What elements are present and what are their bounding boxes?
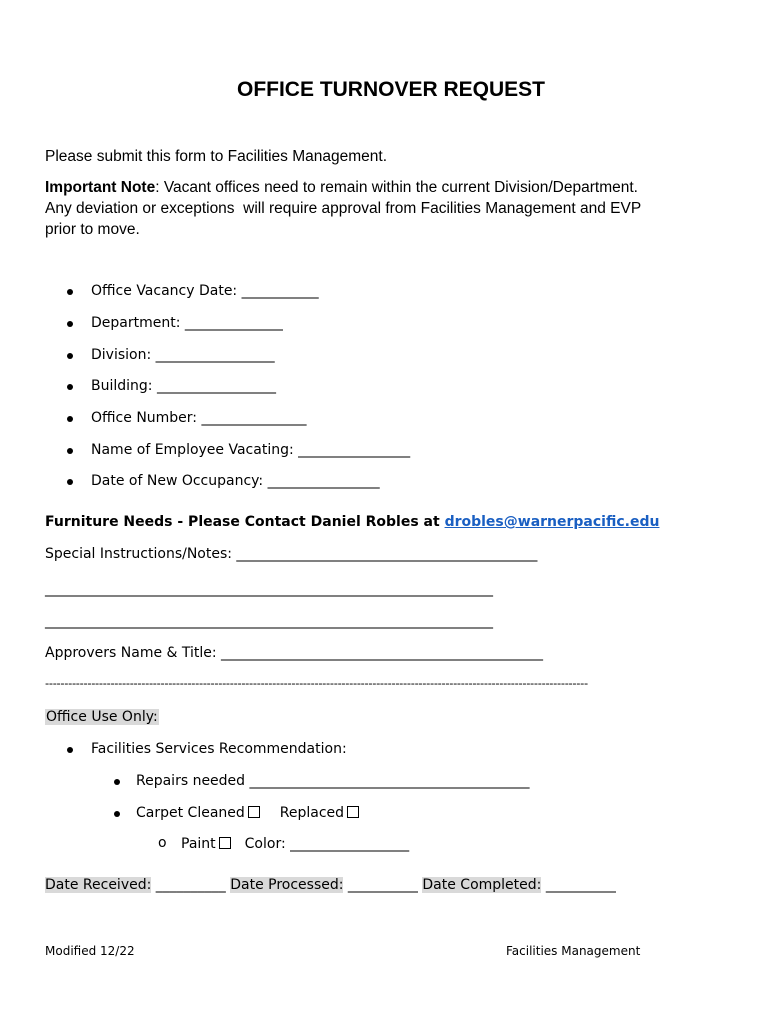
bullet-icon [67,353,73,359]
bullet-icon [67,321,73,327]
email-link[interactable]: drobles@warnerpacific.edu [444,514,660,530]
important-note-label: Important Note [45,179,156,196]
footer-modified: Modified 12/22 [45,944,135,958]
paint-label: Paint [181,836,216,852]
intro-line: Please submit this form to Facilities Management. [45,148,387,165]
bullet-icon [114,811,120,817]
special-instructions-field[interactable]: Special Instructions/Notes: ___________________________________________ [45,546,538,562]
field-date-new-occupancy[interactable]: Date of New Occupancy: ________________ [91,473,380,489]
important-note [45,177,638,198]
bullet-icon [67,384,73,390]
bullet-icon [67,416,73,422]
field-office-vacancy-date[interactable]: Office Vacancy Date: ___________ [91,283,319,299]
approvers-field[interactable]: Approvers Name & Title: ______________________________________________ [45,645,544,661]
bullet-icon [67,747,73,753]
replaced-checkbox[interactable] [347,806,359,818]
furniture-needs-label: Furniture Needs - Please Contact Daniel Robles at [45,514,445,530]
bullet-icon [67,289,73,295]
date-completed-label: Date Completed: [422,877,542,893]
facilities-recommendation: Facilities Services Recommendation: [91,741,347,757]
furniture-needs [45,514,659,530]
repairs-needed-field[interactable]: Repairs needed ________________________________________ [136,773,530,789]
bullet-icon [67,448,73,454]
bullet-icon [67,479,73,485]
field-department[interactable]: Department: ______________ [91,315,283,331]
replaced-label: Replaced [279,805,345,821]
carpet-row [136,805,359,821]
field-employee-vacating[interactable]: Name of Employee Vacating: ________________ [91,442,411,458]
field-division[interactable]: Division: _________________ [91,347,275,363]
circle-bullet-icon: o [158,835,167,851]
carpet-cleaned-label: Carpet Cleaned [136,805,245,821]
footer-department: Facilities Management [506,944,641,958]
paint-checkbox[interactable] [219,837,231,849]
date-processed-field[interactable]: __________ [343,877,423,893]
paint-row [181,836,409,852]
date-received-label: Date Received: [45,877,152,893]
divider: --------------------------------------------------------------------------------------------------------------------------------------------- [45,676,588,690]
color-field[interactable]: Color: _________________ [244,836,410,852]
important-note-text: : Vacant offices need to remain within the current Division/Department. [155,179,638,196]
bullet-icon [114,779,120,785]
date-processed-label: Date Processed: [230,877,344,893]
carpet-cleaned-checkbox[interactable] [248,806,260,818]
field-building[interactable]: Building: _________________ [91,378,276,394]
office-use-label: Office Use Only: [46,709,158,725]
page-title: OFFICE TURNOVER REQUEST [236,78,546,101]
notes-line-2[interactable]: ________________________________________________________________ [45,581,493,597]
date-completed-field[interactable]: __________ [541,877,616,893]
date-received-field[interactable]: __________ [151,877,231,893]
important-note-line-2: Any deviation or exceptions will require approval from Facilities Management and EVP [45,200,642,217]
dates-row [45,877,616,893]
important-note-line-3: prior to move. [45,221,140,238]
field-office-number[interactable]: Office Number: _______________ [91,410,307,426]
notes-line-3[interactable]: ________________________________________________________________ [45,613,493,629]
